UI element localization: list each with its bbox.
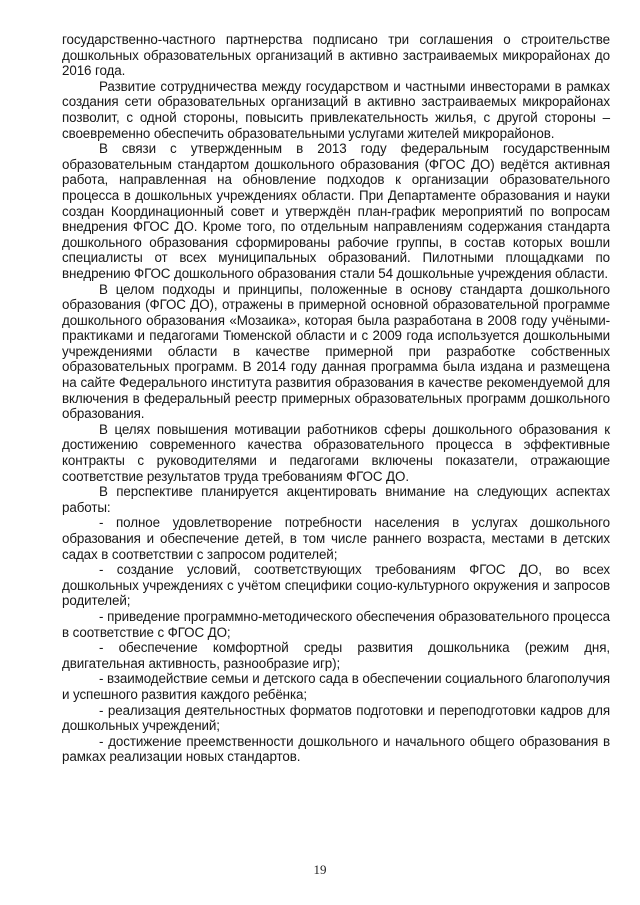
list-item-demand: - полное удовлетворение потребности населения в услугах дошкольного образования и обеспечение детей, в том числе раннего возраста, местами в детских садах в соответствии с запросом родителей; bbox=[62, 515, 610, 562]
list-item-methodology: - приведение программно-методического обеспечения образовательного процесса в соответствие с ФГОС ДО; bbox=[62, 608, 610, 640]
paragraph-mozaika-program: В целом подходы и принципы, положенные в основу стандарта дошкольного образования (ФГОС ДО), отражены в примерной основной образовательной программе дошкольного образования «Мозаика», которая была разработана в 2008 году учёными-практиками и педагогами Тюменской области и с 2009 года используется дошкольными учреждениями области в качестве примерной при разработке собственных образовательных программ. В 2014 году данная программа была издана и размещена на сайте Федерального института развития образования в качестве рекомендуемой для включения в федеральный реестр примерных образовательных программ дошкольного образования. bbox=[62, 281, 610, 422]
list-item-training: - реализация деятельностных форматов подготовки и переподготовки кадров для дошкольных учреждений; bbox=[62, 702, 610, 734]
list-item-environment: - обеспечение комфортной среды развития дошкольника (режим дня, двигательная активность, разнообразие игр); bbox=[62, 640, 610, 671]
document-body bbox=[62, 32, 610, 765]
list-item-continuity: - достижение преемственности дошкольного и начального общего образования в рамках реализации новых стандартов. bbox=[62, 733, 610, 765]
page-number: 19 bbox=[313, 862, 327, 877]
paragraph-partnership: Развитие сотрудничества между государством и частными инвесторами в рамках создания сети образовательных организаций в активно застраиваемых микрорайонах позволит, с одной стороны, повысить привлекательность жилья, с другой стороны – своевременно обеспечить образовательными услугами жителей микрорайонов. bbox=[62, 78, 610, 141]
paragraph-perspective: В перспективе планируется акцентировать внимание на следующих аспектах работы: bbox=[62, 484, 610, 515]
paragraph-continuation: государственно-частного партнерства подписано три соглашения о строительстве дошкольных образовательных организаций в активно застраиваемых микрорайонах до 2016 года. bbox=[62, 32, 610, 79]
paragraph-fgos-standard: В связи с утвержденным в 2013 году федеральным государственным образовательным стандартом дошкольного образования (ФГОС ДО) ведётся активная работа, направленная на обновление подходов к организации образовательного процесса в дошкольных учреждениях области. При Департаменте образования и науки создан Координационный совет и утверждён план-график мероприятий по вопросам внедрения ФГОС ДО. Кроме того, по отдельным направлениям содержания стандарта дошкольного образования сформированы рабочие группы, в состав которых вошли специалисты от всех муниципальных образований. Пилотными площадками по внедрению ФГОС дошкольного образования стали 54 дошкольные учреждения области. bbox=[62, 141, 610, 281]
list-item-conditions: - создание условий, соответствующих требованиям ФГОС ДО, во всех дошкольных учреждениях с учётом специфики социо-культурного окружения и запросов родителей; bbox=[62, 562, 610, 609]
paragraph-motivation: В целях повышения мотивации работников сферы дошкольного образования к достижению современного качества образовательного процесса в эффективные контракты с руководителями и педагогами включены показатели, отражающие соответствие результатов труда требованиям ФГОС ДО. bbox=[62, 421, 610, 484]
list-item-family: - взаимодействие семьи и детского сада в обеспечении социального благополучия и успешного развития каждого ребёнка; bbox=[62, 671, 610, 702]
